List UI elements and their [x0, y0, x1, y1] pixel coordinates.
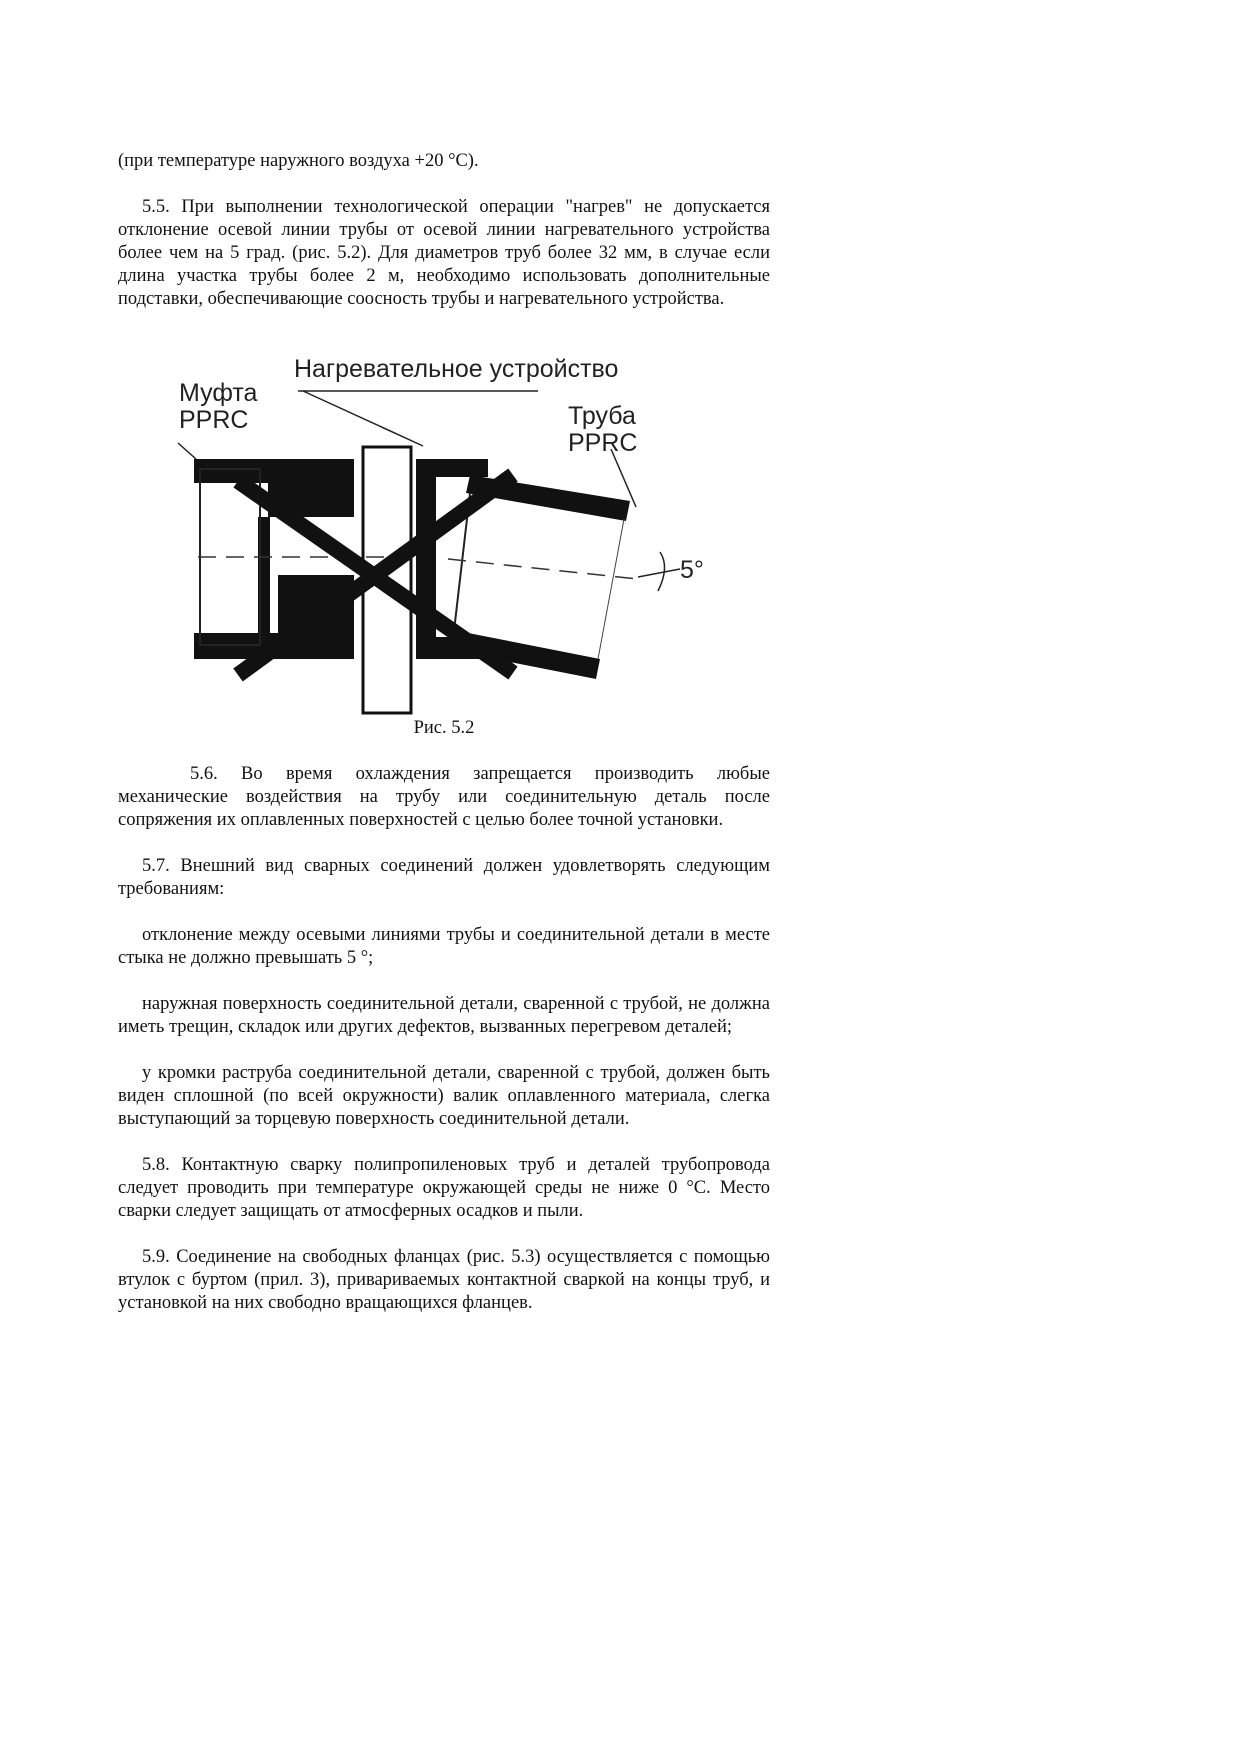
paragraph-5-9: 5.9. Соединение на свободных фланцах (рис. 5.3) осуществляется с помощью втулок с буртом (прил. 3), привариваемых контактной сваркой на концы труб, и установкой на них свободно вращающихся фланцев.	[118, 1247, 770, 1313]
paragraph-5-7: 5.7. Внешний вид сварных соединений должен удовлетворять следующим требованиям:	[118, 856, 770, 899]
pipe-far-end	[598, 519, 624, 659]
label-pipe-line2: PPRC	[568, 429, 638, 457]
label-coupling-line2: PPRC	[179, 406, 249, 434]
figure-5-2	[118, 347, 770, 717]
label-angle: 5°	[680, 556, 704, 584]
figure-caption: Рис. 5.2	[413, 718, 475, 738]
paragraph-5-5: 5.5. При выполнении технологической операции "нагрев" не допускается отклонение осевой линии трубы от осевой линии нагревательного устройства более чем на 5 град. (рис. 5.2). Для диаметров труб более 32 мм, в случае если длина участка трубы более 2 м, необходимо использовать дополнительные подставки, обеспечивающие соосность трубы и нагревательного устройства.	[118, 197, 770, 309]
coupling-left	[194, 459, 354, 659]
label-pipe-line1: Труба	[568, 402, 636, 430]
label-heater: Нагревательное устройство	[294, 355, 619, 383]
paragraph-5-7-b: наружная поверхность соединительной детали, сваренной с трубой, не должна иметь трещин, складок или других дефектов, вызванных перегревом деталей;	[118, 994, 770, 1037]
paragraph-5-7-c: у кромки раструба соединительной детали, сваренной с трубой, должен быть виден сплошной (по всей окружности) валик оплавленного материала, слегка выступающий за торцевую поверхность соединительной детали.	[118, 1063, 770, 1129]
paragraph-intro: (при температуре наружного воздуха +20 °С).	[118, 151, 479, 171]
heater-misalignment-diagram	[118, 347, 770, 717]
paragraph-5-8: 5.8. Контактную сварку полипропиленовых труб и деталей трубопровода следует проводить при температуре окружающей среды не ниже 0 °С. Место сварки следует защищать от атмосферных осадков и пыли.	[118, 1155, 770, 1221]
document-page	[118, 150, 770, 1315]
paragraph-5-6: 5.6. Во время охлаждения запрещается производить любые механические воздействия на трубу или соединительную деталь после сопряжения их оплавленных поверхностей с целью более точной установки.	[118, 764, 770, 830]
paragraph-5-7-a: отклонение между осевыми линиями трубы и соединительной детали в месте стыка не должно превышать 5 °;	[118, 925, 770, 968]
pipe-axis	[448, 559, 638, 579]
label-coupling-line1: Муфта	[179, 379, 258, 407]
